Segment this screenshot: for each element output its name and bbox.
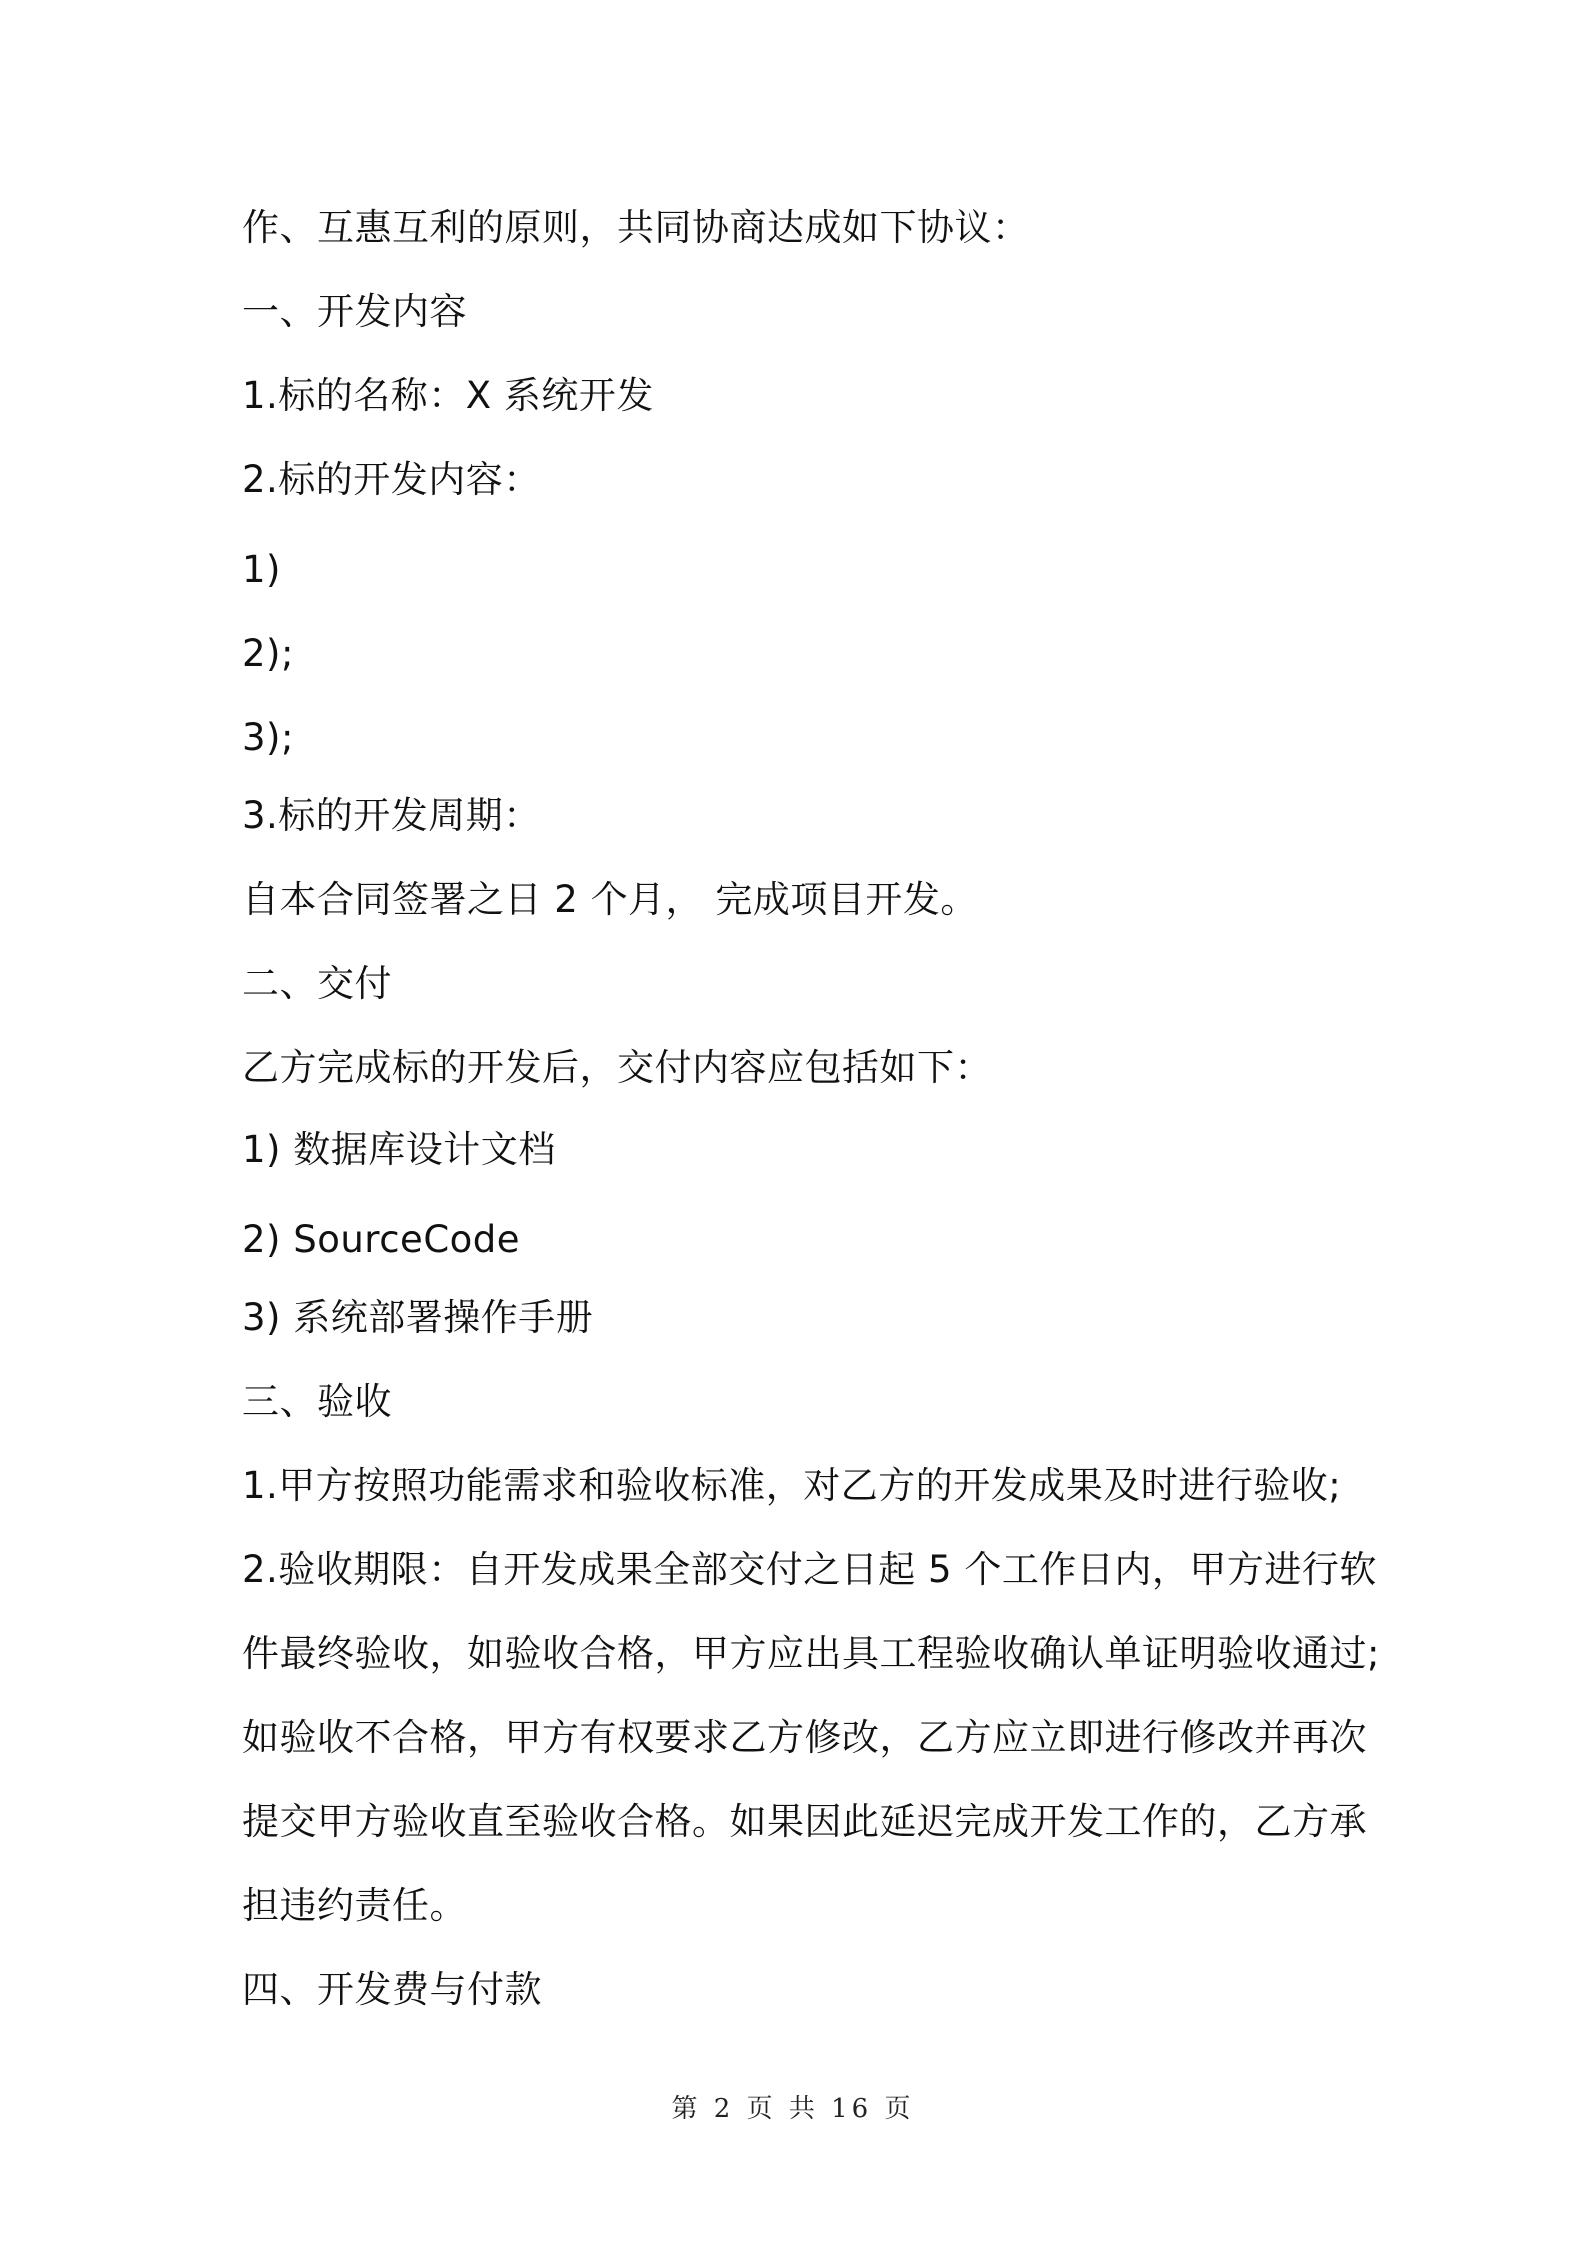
text-line: 3.标的开发周期： (242, 794, 541, 837)
text-line: 乙方完成标的开发后，交付内容应包括如下： (242, 1046, 992, 1089)
text-line: 如验收不合格，甲方有权要求乙方修改，乙方应立即进行修改并再次 (242, 1716, 1367, 1759)
list-item: 1) (242, 548, 281, 591)
section-heading: 二、交付 (242, 962, 392, 1005)
section-heading: 三、验收 (242, 1380, 392, 1423)
page-number: 第 2 页 共 16 页 (671, 2094, 915, 2124)
text-line: 件最终验收，如验收合格，甲方应出具工程验收确认单证明验收通过; (242, 1632, 1380, 1675)
text-line: 作、互惠互利的原则，共同协商达成如下协议： (242, 206, 1030, 249)
text-line: 2.验收期限：自开发成果全部交付之日起 5 个工作日内，甲方进行软 (242, 1548, 1377, 1591)
list-item: 3); (242, 716, 294, 759)
list-item: 2); (242, 632, 294, 675)
list-item: 3) 系统部署操作手册 (242, 1296, 594, 1339)
text-line: 1.标的名称：X 系统开发 (242, 374, 654, 417)
text-line: 1.甲方按照功能需求和验收标准，对乙方的开发成果及时进行验收; (242, 1464, 1342, 1507)
text-line: 2.标的开发内容： (242, 458, 541, 501)
section-heading: 一、开发内容 (242, 290, 467, 333)
section-heading: 四、开发费与付款 (242, 1968, 542, 2011)
list-item: 2) SourceCode (242, 1218, 521, 1261)
text-line: 自本合同签署之日 2 个月， 完成项目开发。 (242, 878, 978, 921)
text-line: 提交甲方验收直至验收合格。如果因此延迟完成开发工作的，乙方承 (242, 1800, 1367, 1843)
list-item: 1) 数据库设计文档 (242, 1128, 556, 1171)
text-line: 担违约责任。 (242, 1884, 467, 1927)
